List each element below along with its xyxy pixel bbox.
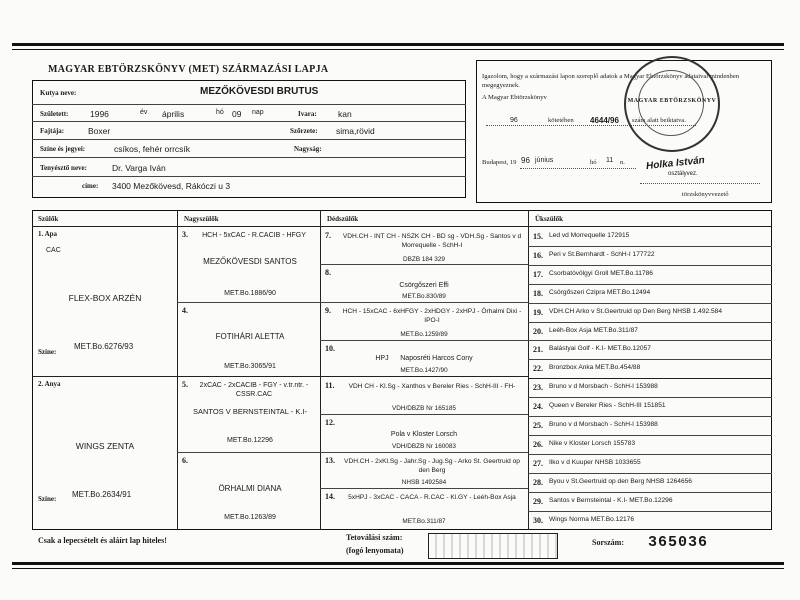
address-label: címe: [82,182,99,190]
cert-ho: hó [590,159,597,166]
breeder-address: 3400 Mezőkövesd, Rákóczi u 3 [112,181,231,191]
cert-nap: n. [620,159,625,166]
color-label: Színe és jegyei: [40,145,86,153]
breed-value: Boxer [88,126,111,136]
serial-label: Sorszám: [592,538,624,547]
header-gggrandparents: Ükszülők [535,215,564,223]
grandparent-reg: MET.Bo.1263/89 [224,514,276,521]
coat-value: sima,rövid [336,126,375,136]
color-value: csíkos, fehér orrcsík [114,144,191,154]
bottom-border-thin [12,568,784,569]
grandparent-reg: MET.Bo.3065/91 [224,363,276,370]
sire-label: 1. Apa [38,230,58,238]
validity-note: Csak a lepecsételt és aláírt lap hiteles! [38,536,167,545]
dog-name: MEZŐKÖVESDI BRUTUS [200,86,319,97]
signature-sub: osztályvez. [668,171,698,177]
dam-registration: MET.Bo.2634/91 [72,490,132,499]
tattoo-sub: (fogó lenyomata) [346,546,404,555]
dam-name: WINGS ZENTA [75,441,135,451]
grandparent-titles: HCH - 5xCAC - R.CACIB - HFGY [202,232,306,239]
header-grandparents: Nagyszülők [184,215,219,223]
certificate-text: Igazolom, hogy a származási lapon szereplő adatok a Magyar Ebtörzskönyv adataival mindenben megegyeznek. [482,73,740,89]
sex-label: Ivara: [298,110,317,118]
place-date: Budapest, 19 [482,159,517,166]
born-day: 09 [232,109,242,119]
tattoo-stamp-box [428,533,558,559]
size-label: Nagyság: [294,145,322,153]
born-year: 1996 [90,109,109,119]
registration-label: szám alatt beiktatva. [632,117,687,124]
dam-label: 2. Anya [38,380,61,388]
grandparent-name: SANTOS V BERNSTEINTAL - K.I- [192,407,308,416]
bottom-border [12,562,784,565]
grandparent-name: FOTIHÁRI ALETTA [215,332,285,341]
kotet-label: kötetében [548,117,574,124]
top-border-thin [12,49,784,50]
cert-day: 11 [606,157,614,164]
grandparent-titles: 2xCAC - 2xCACIB - FGY - v.tr.ntr. - CSSR.CAC [199,382,309,398]
top-border [12,43,784,46]
sex-value: kan [338,109,352,119]
cert-year: 96 [521,156,530,165]
registration-number: 4644/96 [590,116,619,125]
breeder-label: Tenyésztő neve: [40,164,87,172]
signer-title: törzskönyvvezető [682,191,729,198]
header-greatgrandparents: Dédszülők [327,215,359,223]
grandparent-name: MEZŐKÖVESDI SANTOS [203,257,297,266]
stamp-text: MAGYAR EBTÖRZSKÖNYV [627,98,717,104]
sire-title: CAC [46,247,61,254]
kotet-prefix: 96 [510,117,518,124]
dam-color-label: Színe: [38,495,57,503]
coat-label: Szőrzete: [290,127,318,135]
born-label: Született: [40,110,69,118]
signature: Holka István [645,154,706,173]
breed-label: Fajtája: [40,127,65,135]
sire-registration: MET.Bo.6276/93 [74,342,134,351]
breeder-name: Dr. Varga Iván [112,163,166,173]
certificate-org: A Magyar Ebtörzskönyv [482,94,547,101]
document-title: MAGYAR EBTÖRZSKÖNYV (MET) SZÁRMAZÁSI LAPJA [48,64,329,75]
dog-name-label: Kutya neve: [40,89,77,97]
official-stamp [624,56,720,152]
grandparent-reg: MET.Bo.1886/90 [224,290,276,297]
header-parents: Szülők [38,215,59,223]
sire-name: FLEX-BOX ARZÉN [68,293,142,303]
cert-month: június [535,157,554,164]
serial-number: 365036 [648,534,709,551]
grandparent-reg: MET.Bo.12296 [227,437,273,444]
born-ev: év [140,109,148,116]
tattoo-label: Tetoválási szám: [346,533,403,542]
born-month: április [162,109,185,119]
born-nap: nap [252,109,264,116]
grandparent-name: ÖRHALMI DIANA [218,484,282,493]
born-ho: hó [216,109,224,116]
sire-color-label: Színe: [38,348,57,356]
